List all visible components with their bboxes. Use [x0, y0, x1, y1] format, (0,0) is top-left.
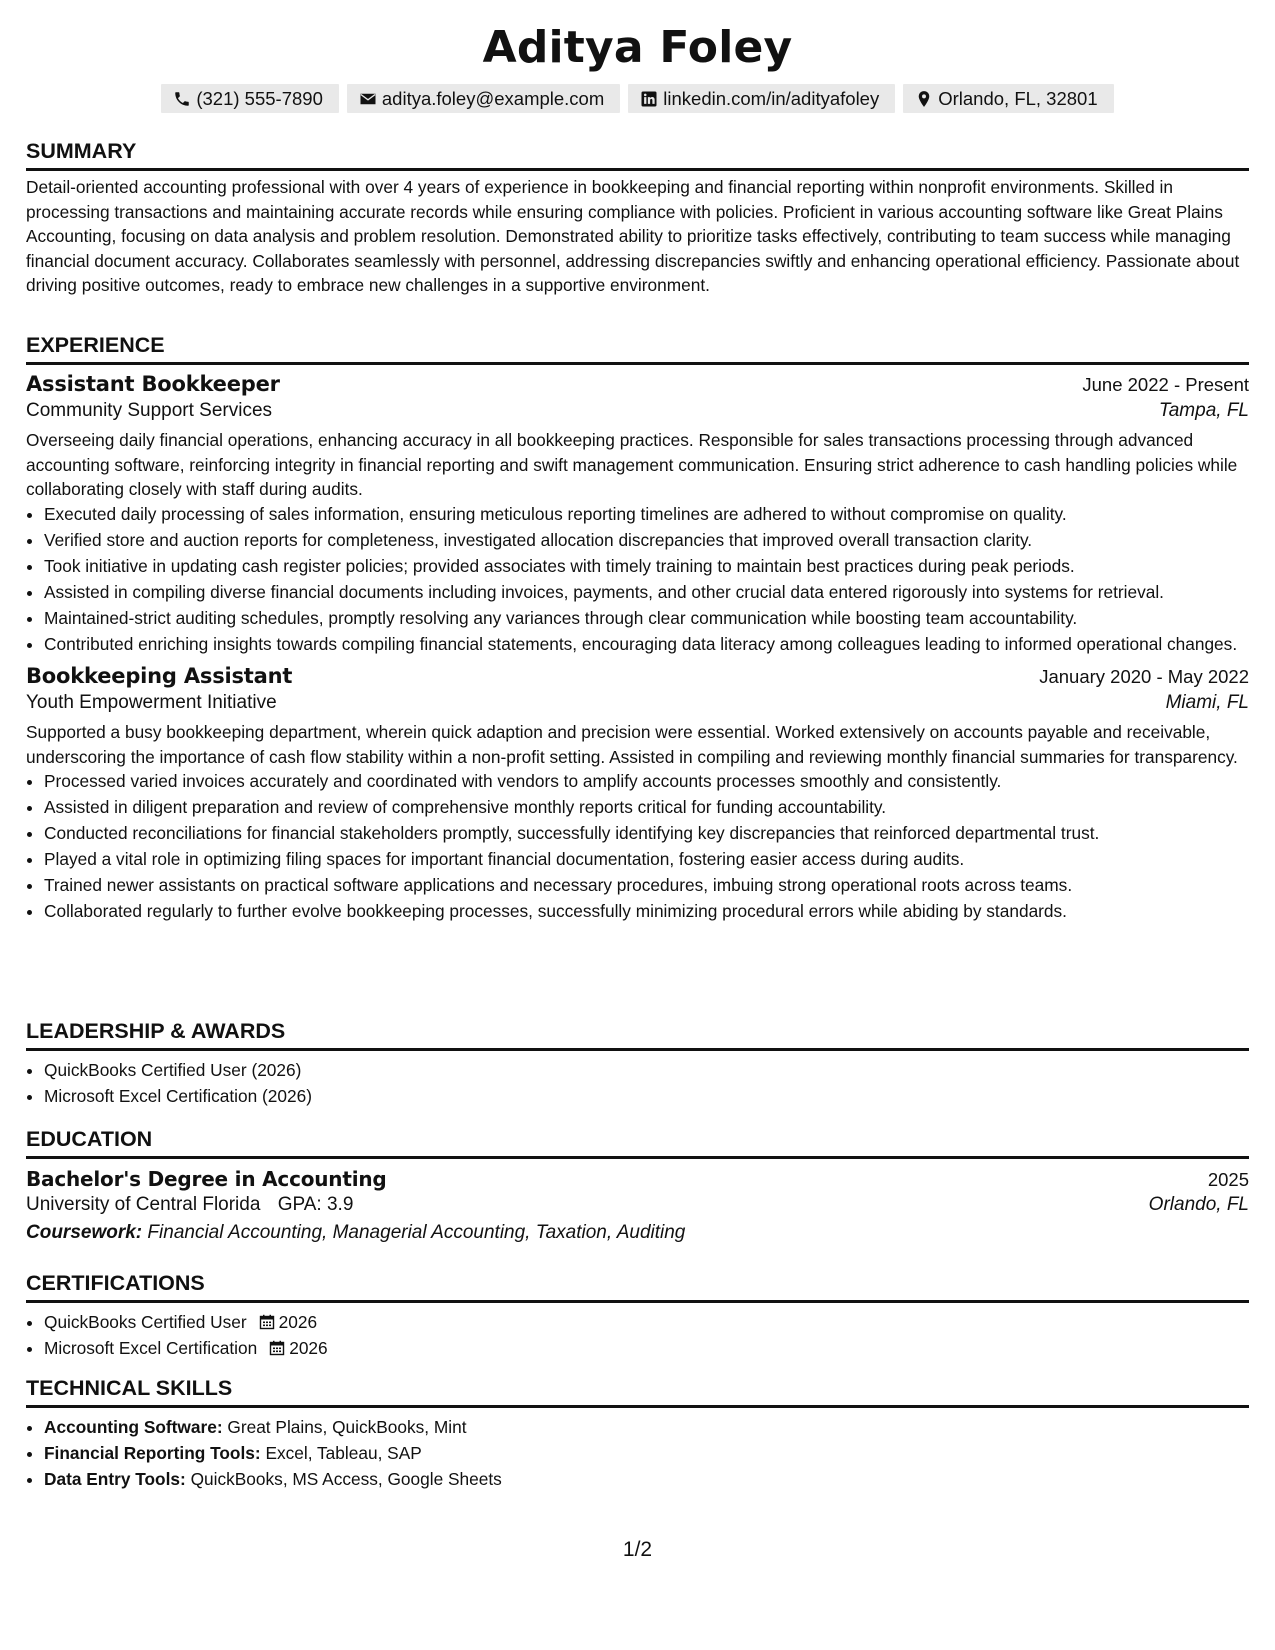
list-item: [44, 1310, 1249, 1335]
calendar-icon: [269, 1338, 285, 1354]
degree-title: Bachelor's Degree in Accounting: [26, 1167, 387, 1191]
list-item: [44, 1467, 1249, 1492]
list-item: • Verified store and auction reports for completeness, investigated allocation discrepancies that improved overall transaction clarity.: [44, 528, 1249, 553]
page-number: 1/2: [622, 1538, 653, 1561]
phone-text: (321) 555-7890: [196, 87, 323, 109]
phone-icon: [173, 90, 191, 108]
contact-bar: [26, 84, 1249, 113]
experience-section: [26, 332, 1249, 925]
skill-value: Excel, Tableau, SAP: [265, 1443, 422, 1463]
contact-phone[interactable]: [161, 84, 339, 113]
list-item: • Assisted in compiling diverse financial documents including invoices, payments, and other crucial data entered rigorously into systems for retrieval.: [44, 580, 1249, 605]
job-entry: [26, 664, 1249, 924]
coursework-list: Financial Accounting, Managerial Accounting, Taxation, Auditing: [147, 1222, 686, 1243]
candidate-name: Aditya Foley: [482, 22, 793, 73]
certifications-list: [26, 1310, 1249, 1361]
list-item: • QuickBooks Certified User (2026): [44, 1058, 1249, 1083]
skill-label: Accounting Software:: [44, 1417, 223, 1437]
list-item: • Took initiative in updating cash register policies; provided associates with timely training to maintain best practices during peak periods.: [44, 554, 1249, 579]
list-item: • Maintained-strict auditing schedules, promptly resolving any variances through clear communication while boosting team accountability.: [44, 606, 1249, 631]
certification-year: 2026: [289, 1338, 328, 1358]
school-name: University of Central Florida: [26, 1194, 261, 1215]
job-bullets: [26, 769, 1249, 924]
linkedin-icon: [640, 90, 658, 108]
contact-location: [903, 84, 1113, 113]
summary-heading: SUMMARY: [26, 138, 1249, 171]
list-item: • Played a vital role in optimizing filing spaces for important financial documentation, fostering easier access during audits.: [44, 847, 1249, 872]
envelope-icon: [359, 90, 377, 108]
certification-year: 2026: [278, 1312, 318, 1332]
summary-text: Detail-oriented accounting professional with over 4 years of experience in bookkeeping and financial reporting within nonprofit environments. Skilled in processing transactions and maintaining accurate records while ensuring compliance with policies. Proficient in various accounting software like Great Plains Accounting, focusing on data analysis and problem resolution. Demonstrated ability to prioritize tasks effectively, contributing to team success while managing financial document accuracy. Collaborates seamlessly with personnel, addressing discrepancies swiftly and enhancing operational efficiency. Passionate about driving positive outcomes, ready to embrace new challenges in a supportive environment.: [26, 177, 1240, 295]
list-item: [44, 1336, 1249, 1361]
job-title: Bookkeeping Assistant: [26, 664, 293, 688]
linkedin-text: linkedin.com/in/adityafoley: [663, 87, 880, 109]
certifications-section: [26, 1270, 1249, 1362]
school-location: Orlando, FL: [1148, 1194, 1249, 1215]
leadership-list: [26, 1058, 1249, 1109]
list-item: • Contributed enriching insights towards compiling financial statements, encouraging data literacy among colleagues leading to informed operational changes.: [44, 632, 1249, 657]
coursework-label: Coursework:: [26, 1222, 143, 1243]
job-organization: Community Support Services: [26, 400, 273, 421]
list-item: • Assisted in diligent preparation and review of comprehensive monthly reports critical for funding accountability.: [44, 795, 1249, 820]
list-item: • Collaborated regularly to further evolve bookkeeping processes, successfully minimizing procedural errors while abiding by standards.: [44, 899, 1249, 924]
experience-heading: EXPERIENCE: [26, 332, 1249, 365]
education-section: [26, 1126, 1249, 1244]
list-item: • Processed varied invoices accurately and coordinated with vendors to amplify accounts processes smoothly and consistently.: [44, 769, 1249, 794]
list-item: [44, 1441, 1249, 1466]
location-text: Orlando, FL, 32801: [938, 87, 1098, 109]
email-text: aditya.foley@example.com: [381, 87, 605, 109]
calendar-icon: [259, 1312, 275, 1328]
resume-page: [26, 18, 1249, 1489]
job-dates: June 2022 - Present: [1082, 374, 1249, 395]
map-pin-icon: [915, 90, 933, 108]
job-dates: January 2020 - May 2022: [1039, 666, 1249, 687]
leadership-heading: LEADERSHIP & AWARDS: [26, 1018, 1249, 1051]
job-location: Tampa, FL: [1158, 400, 1249, 421]
skill-value: QuickBooks, MS Access, Google Sheets: [190, 1469, 502, 1489]
contact-linkedin[interactable]: [628, 84, 895, 113]
graduation-year: 2025: [1207, 1169, 1249, 1190]
skills-section: [26, 1375, 1249, 1493]
list-item: • Trained newer assistants on practical software applications and necessary procedures, imbuing strong operational roots across teams.: [44, 873, 1249, 898]
gpa: GPA: 3.9: [277, 1194, 354, 1215]
list-item: • Executed daily processing of sales information, ensuring meticulous reporting timelines are adhered to without compromise on quality.: [44, 502, 1249, 527]
job-bullets: [26, 502, 1249, 657]
leadership-section: [26, 1018, 1249, 1110]
list-item: • Microsoft Excel Certification (2026): [44, 1084, 1249, 1109]
list-item: • Conducted reconciliations for financial stakeholders promptly, successfully identifying key discrepancies that reinforced departmental trust.: [44, 821, 1249, 846]
job-location: Miami, FL: [1165, 692, 1249, 713]
skill-label: Financial Reporting Tools:: [44, 1443, 261, 1463]
job-organization: Youth Empowerment Initiative: [26, 692, 277, 713]
certification-name: QuickBooks Certified User: [44, 1312, 247, 1332]
job-description: Overseeing daily financial operations, enhancing accuracy in all bookkeeping practices. Responsible for sales transactions processing through advanced accounting software, reinforcing integrity in financial reporting and swift management communication. Ensuring strict adherence to cash handling policies while collaborating closely with staff during audits.: [26, 430, 1238, 499]
coursework: [26, 1222, 1249, 1244]
skills-list: [26, 1415, 1249, 1492]
certification-name: Microsoft Excel Certification: [44, 1338, 258, 1358]
job-title: Assistant Bookkeeper: [26, 372, 280, 396]
job-description: Supported a busy bookkeeping department, wherein quick adaption and precision were essential. Worked extensively on accounts payable and receivable, underscoring the importance of cash flow stability within a non-profit setting. Assisted in compiling and reviewing monthly financial summaries for transparency.: [26, 722, 1238, 767]
skill-value: Great Plains, QuickBooks, Mint: [227, 1417, 467, 1437]
certifications-heading: CERTIFICATIONS: [26, 1270, 1249, 1303]
summary-section: [26, 138, 1249, 298]
contact-email[interactable]: [347, 84, 620, 113]
skill-label: Data Entry Tools:: [44, 1469, 186, 1489]
list-item: [44, 1415, 1249, 1440]
job-entry: [26, 372, 1249, 656]
skills-heading: TECHNICAL SKILLS: [26, 1375, 1249, 1408]
education-heading: EDUCATION: [26, 1126, 1249, 1159]
